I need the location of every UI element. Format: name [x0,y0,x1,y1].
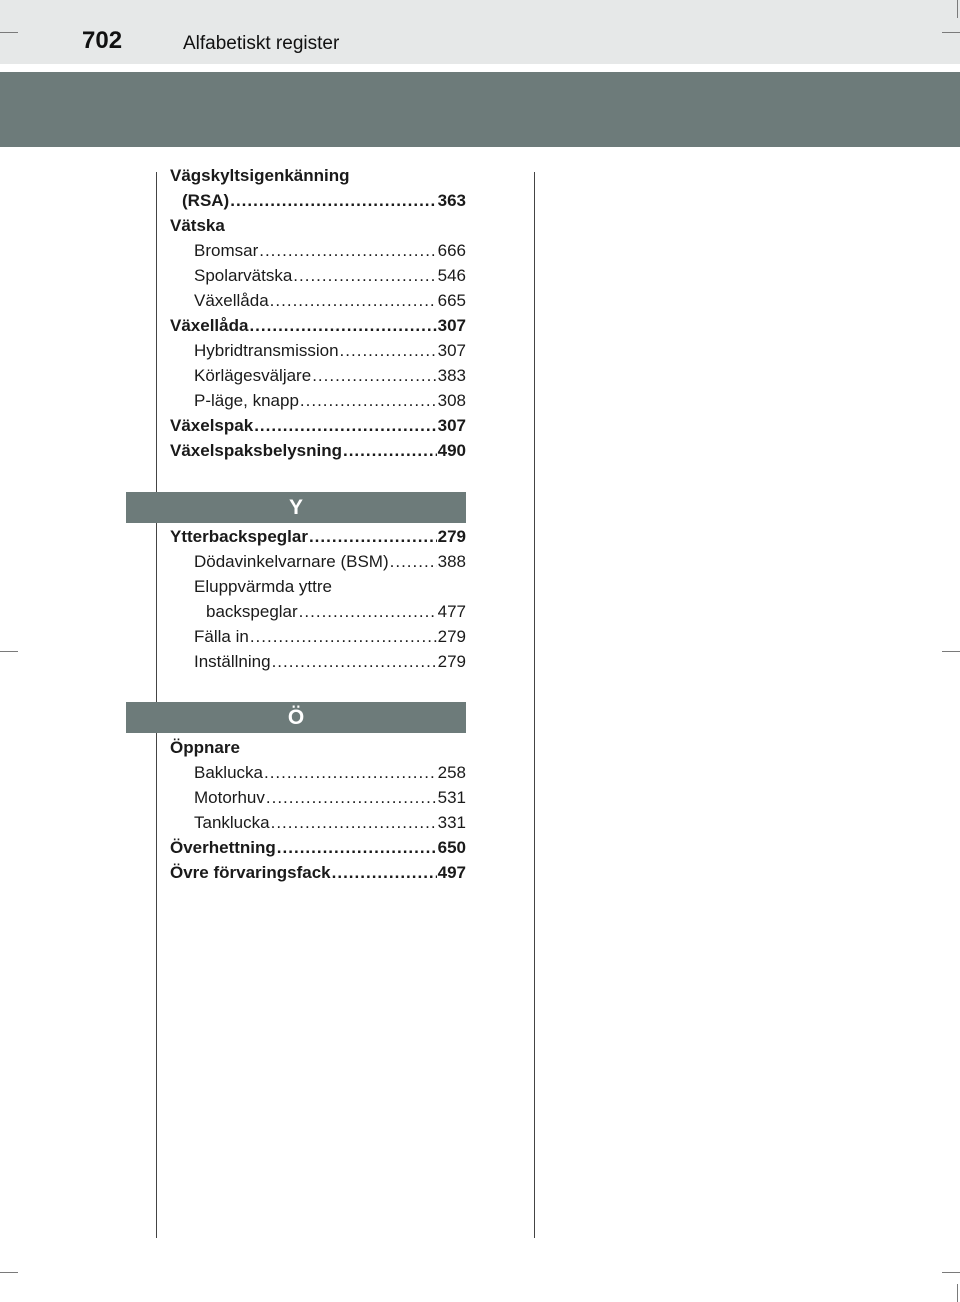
index-entry-page: 363 [437,191,466,210]
dot-leader [390,549,437,574]
index-entry [170,860,466,885]
index-entry [170,438,466,463]
index-entry [170,338,466,363]
dot-leader [312,363,436,388]
index-entry [170,388,466,413]
index-entry [170,313,466,338]
index-entry-page: 307 [437,416,466,435]
index-entry [170,785,466,810]
dot-leader [332,860,437,885]
index-entry [170,835,466,860]
crop-mark [0,1272,18,1273]
dot-leader [270,288,437,313]
letter-heading-y: Y [126,492,466,523]
index-heading: Öppnare [170,738,240,757]
dot-leader [293,263,436,288]
index-entry-page: 477 [437,602,466,621]
page-header [0,0,960,64]
crop-mark [957,1284,958,1302]
crop-mark [957,0,958,18]
index-entry [170,288,466,313]
page-number: 702 [82,27,123,54]
index-entry-page: 258 [437,763,466,782]
index-entry-label: Växelspaksbelysning [170,441,342,460]
index-entry-label: Växelspak [170,416,254,435]
index-heading: Vätska [170,216,225,235]
index-entry-page: 279 [437,652,466,671]
index-entry-label: Ytterbackspeglar [170,527,308,546]
column-rule-right [534,172,535,1238]
index-entry-label: Inställning [194,652,271,671]
index-heading: Eluppvärmda yttre [194,577,332,596]
index-entry-label: P-läge, knapp [194,391,299,410]
index-column-y [170,524,466,674]
index-entry-page: 650 [437,838,466,857]
index-entry-page: 307 [437,316,466,335]
index-entry-label: Växellåda [170,316,249,335]
dot-leader [264,760,437,785]
index-entry-page: 307 [437,341,466,360]
index-entry [170,238,466,263]
dot-leader [250,624,437,649]
index-entry-page: 279 [437,527,466,546]
crop-mark [942,651,960,652]
index-entry-label: Fälla in [194,627,249,646]
dot-leader [259,238,436,263]
index-entry [170,624,466,649]
dot-leader [271,810,437,835]
index-entry [170,413,466,438]
header-banner [0,72,960,147]
crop-mark [942,32,960,33]
index-column-o [170,735,466,885]
dot-leader [277,835,437,860]
index-entry-page: 546 [437,266,466,285]
dot-leader [343,438,437,463]
index-entry-label: Baklucka [194,763,263,782]
dot-leader [299,599,437,624]
index-entry [170,524,466,549]
dot-leader [266,785,437,810]
index-heading: Vägskyltsigenkänning [170,166,350,185]
dot-leader [340,338,437,363]
index-entry-page: 279 [437,627,466,646]
index-entry [170,188,466,213]
index-entry-label: Övre förvaringsfack [170,863,331,882]
index-entry [170,599,466,624]
dot-leader [254,413,436,438]
index-entry-page: 665 [437,291,466,310]
index-entry [170,810,466,835]
crop-mark [942,1272,960,1273]
index-entry [170,549,466,574]
index-entry-label: Växellåda [194,291,269,310]
index-entry-label: Motorhuv [194,788,265,807]
index-entry [170,363,466,388]
crop-mark [0,32,18,33]
index-entry-page: 531 [437,788,466,807]
letter-heading-o: Ö [126,702,466,733]
crop-mark [0,651,18,652]
index-entry-label: Tanklucka [194,813,270,832]
index-entry-page: 666 [437,241,466,260]
index-entry-label: Körlägesväljare [194,366,312,385]
index-entry-page: 331 [437,813,466,832]
dot-leader [309,524,437,549]
dot-leader [230,188,436,213]
index-entry-page: 497 [437,863,466,882]
index-entry-label: Dödavinkelvarnare (BSM) [194,552,389,571]
index-entry-label: (RSA) [182,191,230,210]
index-entry [170,263,466,288]
index-entry-label: Bromsar [194,241,259,260]
dot-leader [272,649,437,674]
index-entry-page: 388 [437,552,466,571]
index-entry [170,760,466,785]
index-entry-label: Överhettning [170,838,276,857]
index-entry-page: 383 [437,366,466,385]
index-entry-page: 490 [437,441,466,460]
index-entry-label: Hybridtransmission [194,341,339,360]
dot-leader [300,388,437,413]
index-entry-label: Spolarvätska [194,266,293,285]
index-entry [170,649,466,674]
index-entry-page: 308 [437,391,466,410]
section-title: Alfabetiskt register [183,33,340,54]
index-entry-label: backspeglar [206,602,298,621]
dot-leader [249,313,436,338]
index-column [170,163,466,463]
